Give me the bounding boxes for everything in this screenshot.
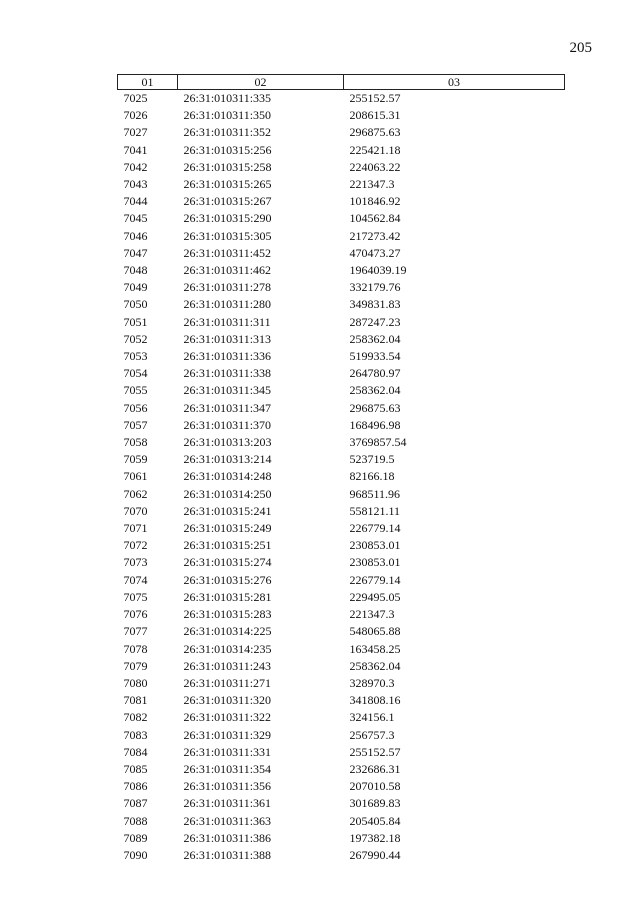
row-number-cell: 7080 — [123, 675, 148, 690]
value-cell: 101846.92 — [349, 194, 401, 209]
cadastral-number-cell: 26:31:010314:250 — [183, 486, 272, 501]
table-body — [118, 90, 565, 865]
table-row — [118, 262, 565, 279]
table-row — [118, 537, 565, 554]
cadastral-number-cell: 26:31:010311:311 — [183, 314, 271, 329]
value-cell: 221347.3 — [349, 607, 395, 622]
table-row — [118, 417, 565, 434]
row-number-cell: 7078 — [123, 641, 148, 656]
value-cell: 168496.98 — [349, 417, 401, 432]
value-cell: 470473.27 — [349, 245, 401, 260]
table-header — [118, 75, 565, 90]
table-row — [118, 228, 565, 245]
value-cell: 3769857.54 — [349, 435, 407, 450]
value-cell: 258362.04 — [349, 383, 401, 398]
row-number-cell: 7041 — [123, 142, 148, 157]
table-row — [118, 744, 565, 761]
value-cell: 968511.96 — [349, 486, 401, 501]
header-row — [118, 75, 565, 90]
column-header-02: 02 — [178, 75, 344, 90]
value-cell: 328970.3 — [349, 675, 395, 690]
row-number-cell: 7082 — [123, 710, 148, 725]
value-cell: 256757.3 — [349, 727, 395, 742]
data-table — [117, 74, 565, 864]
table-row — [118, 623, 565, 640]
row-number-cell: 7086 — [123, 779, 148, 794]
value-cell: 258362.04 — [349, 331, 401, 346]
cadastral-number-cell: 26:31:010311:354 — [183, 761, 272, 776]
cadastral-number-cell: 26:31:010311:363 — [183, 813, 272, 828]
row-number-cell: 7046 — [123, 228, 148, 243]
table-row — [118, 124, 565, 141]
page-number: 205 — [569, 40, 592, 56]
value-cell: 523719.5 — [349, 452, 395, 467]
row-number-cell: 7071 — [123, 521, 148, 536]
table-row — [118, 520, 565, 537]
row-number-cell: 7083 — [123, 727, 148, 742]
value-cell: 258362.04 — [349, 658, 401, 673]
table-row — [118, 692, 565, 709]
cadastral-number-cell: 26:31:010315:283 — [183, 607, 272, 622]
cadastral-number-cell: 26:31:010311:370 — [183, 417, 272, 432]
cadastral-number-cell: 26:31:010311:322 — [183, 710, 272, 725]
cadastral-number-cell: 26:31:010311:278 — [183, 280, 272, 295]
cadastral-number-cell: 26:31:010311:335 — [183, 91, 272, 105]
row-number-cell: 7077 — [123, 624, 148, 639]
cadastral-number-cell: 26:31:010313:203 — [183, 435, 272, 450]
cadastral-number-cell: 26:31:010315:305 — [183, 228, 272, 243]
row-number-cell: 7079 — [123, 658, 148, 673]
row-number-cell: 7075 — [123, 589, 148, 604]
row-number-cell: 7074 — [123, 572, 148, 587]
value-cell: 332179.76 — [349, 280, 401, 295]
value-cell: 267990.44 — [349, 847, 401, 862]
row-number-cell: 7073 — [123, 555, 148, 570]
row-number-cell: 7027 — [123, 125, 148, 140]
row-number-cell: 7053 — [123, 349, 148, 364]
value-cell: 296875.63 — [349, 400, 401, 415]
cadastral-number-cell: 26:31:010311:345 — [183, 383, 272, 398]
row-number-cell: 7044 — [123, 194, 148, 209]
table-row — [118, 245, 565, 262]
table-row — [118, 778, 565, 795]
cadastral-number-cell: 26:31:010315:276 — [183, 572, 272, 587]
cadastral-number-cell: 26:31:010311:361 — [183, 796, 272, 811]
cadastral-number-cell: 26:31:010315:274 — [183, 555, 272, 570]
table-row — [118, 675, 565, 692]
row-number-cell: 7048 — [123, 263, 148, 278]
cadastral-number-cell: 26:31:010311:280 — [183, 297, 272, 312]
cadastral-number-cell: 26:31:010311:331 — [183, 744, 272, 759]
value-cell: 82166.18 — [349, 469, 395, 484]
row-number-cell: 7084 — [123, 744, 148, 759]
row-number-cell: 7072 — [123, 538, 148, 553]
cadastral-number-cell: 26:31:010315:258 — [183, 159, 272, 174]
cadastral-number-cell: 26:31:010315:251 — [183, 538, 272, 553]
row-number-cell: 7058 — [123, 435, 148, 450]
cadastral-number-cell: 26:31:010315:249 — [183, 521, 272, 536]
table-row — [118, 727, 565, 744]
value-cell: 229495.05 — [349, 589, 401, 604]
cadastral-number-cell: 26:31:010311:352 — [183, 125, 272, 140]
cadastral-number-cell: 26:31:010311:336 — [183, 349, 272, 364]
row-number-cell: 7052 — [123, 331, 148, 346]
row-number-cell: 7054 — [123, 366, 148, 381]
value-cell: 226779.14 — [349, 521, 401, 536]
value-cell: 217273.42 — [349, 228, 401, 243]
table-row — [118, 193, 565, 210]
table-row — [118, 400, 565, 417]
cadastral-number-cell: 26:31:010311:386 — [183, 830, 272, 845]
value-cell: 324156.1 — [349, 710, 395, 725]
cadastral-number-cell: 26:31:010311:462 — [183, 263, 272, 278]
column-header-03: 03 — [344, 75, 565, 90]
cadastral-number-cell: 26:31:010315:256 — [183, 142, 272, 157]
value-cell: 226779.14 — [349, 572, 401, 587]
cadastral-number-cell: 26:31:010315:290 — [183, 211, 272, 226]
row-number-cell: 7042 — [123, 159, 148, 174]
table-row — [118, 314, 565, 331]
cadastral-number-cell: 26:31:010315:265 — [183, 177, 272, 192]
table-row — [118, 709, 565, 726]
row-number-cell: 7062 — [123, 486, 148, 501]
row-number-cell: 7050 — [123, 297, 148, 312]
table-row — [118, 606, 565, 623]
table-row — [118, 830, 565, 847]
value-cell: 207010.58 — [349, 779, 401, 794]
table-row — [118, 142, 565, 159]
value-cell: 205405.84 — [349, 813, 401, 828]
row-number-cell: 7090 — [123, 847, 148, 862]
value-cell: 163458.25 — [349, 641, 401, 656]
column-header-01: 01 — [118, 75, 178, 90]
table-row — [118, 451, 565, 468]
row-number-cell: 7059 — [123, 452, 148, 467]
row-number-cell: 7055 — [123, 383, 148, 398]
value-cell: 519933.54 — [349, 349, 401, 364]
cadastral-number-cell: 26:31:010311:350 — [183, 108, 272, 123]
value-cell: 255152.57 — [349, 744, 401, 759]
cadastral-number-cell: 26:31:010311:329 — [183, 727, 272, 742]
row-number-cell: 7087 — [123, 796, 148, 811]
value-cell: 341808.16 — [349, 693, 401, 708]
cadastral-number-cell: 26:31:010315:281 — [183, 589, 272, 604]
cadastral-number-cell: 26:31:010311:338 — [183, 366, 272, 381]
table-row — [118, 554, 565, 571]
table-row — [118, 641, 565, 658]
value-cell: 232686.31 — [349, 761, 401, 776]
cadastral-number-cell: 26:31:010315:241 — [183, 503, 272, 518]
value-cell: 224063.22 — [349, 159, 401, 174]
cadastral-number-cell: 26:31:010315:267 — [183, 194, 272, 209]
row-number-cell: 7057 — [123, 417, 148, 432]
table-row — [118, 468, 565, 485]
row-number-cell: 7056 — [123, 400, 148, 415]
row-number-cell: 7025 — [123, 91, 148, 105]
table-row — [118, 503, 565, 520]
row-number-cell: 7070 — [123, 503, 148, 518]
row-number-cell: 7051 — [123, 314, 148, 329]
value-cell: 287247.23 — [349, 314, 401, 329]
table-row — [118, 296, 565, 313]
cadastral-number-cell: 26:31:010313:214 — [183, 452, 272, 467]
row-number-cell: 7085 — [123, 761, 148, 776]
cadastral-number-cell: 26:31:010311:313 — [183, 331, 272, 346]
cadastral-number-cell: 26:31:010311:243 — [183, 658, 272, 673]
value-cell: 230853.01 — [349, 555, 401, 570]
row-number-cell: 7076 — [123, 607, 148, 622]
row-number-cell: 7045 — [123, 211, 148, 226]
value-cell: 221347.3 — [349, 177, 395, 192]
table-row — [118, 348, 565, 365]
table-row — [118, 847, 565, 864]
table-row — [118, 159, 565, 176]
table-row — [118, 658, 565, 675]
table-row — [118, 761, 565, 778]
row-number-cell: 7047 — [123, 245, 148, 260]
table-row — [118, 90, 565, 108]
value-cell: 558121.11 — [349, 503, 401, 518]
row-number-cell: 7081 — [123, 693, 148, 708]
value-cell: 208615.31 — [349, 108, 401, 123]
value-cell: 230853.01 — [349, 538, 401, 553]
cadastral-number-cell: 26:31:010314:248 — [183, 469, 272, 484]
table-row — [118, 434, 565, 451]
row-number-cell: 7026 — [123, 108, 148, 123]
row-number-cell: 7043 — [123, 177, 148, 192]
cadastral-number-cell: 26:31:010314:235 — [183, 641, 272, 656]
value-cell: 548065.88 — [349, 624, 401, 639]
table-row — [118, 107, 565, 124]
value-cell: 104562.84 — [349, 211, 401, 226]
value-cell: 1964039.19 — [349, 263, 407, 278]
value-cell: 296875.63 — [349, 125, 401, 140]
row-number-cell: 7049 — [123, 280, 148, 295]
table-row — [118, 813, 565, 830]
table-row — [118, 589, 565, 606]
value-cell: 197382.18 — [349, 830, 401, 845]
table-row — [118, 331, 565, 348]
value-cell: 264780.97 — [349, 366, 401, 381]
cadastral-number-cell: 26:31:010311:452 — [183, 245, 272, 260]
table-row — [118, 795, 565, 812]
value-cell: 225421.18 — [349, 142, 401, 157]
value-cell: 255152.57 — [349, 91, 401, 105]
value-cell: 301689.83 — [349, 796, 401, 811]
table-row — [118, 365, 565, 382]
row-number-cell: 7088 — [123, 813, 148, 828]
table-row — [118, 176, 565, 193]
data-table-container — [117, 74, 564, 864]
table-row — [118, 486, 565, 503]
cadastral-number-cell: 26:31:010311:347 — [183, 400, 272, 415]
table-row — [118, 382, 565, 399]
table-row — [118, 279, 565, 296]
cadastral-number-cell: 26:31:010311:356 — [183, 779, 272, 794]
table-row — [118, 210, 565, 227]
row-number-cell: 7061 — [123, 469, 148, 484]
cadastral-number-cell: 26:31:010311:388 — [183, 847, 272, 862]
cadastral-number-cell: 26:31:010314:225 — [183, 624, 272, 639]
row-number-cell: 7089 — [123, 830, 148, 845]
value-cell: 349831.83 — [349, 297, 401, 312]
table-row — [118, 572, 565, 589]
cadastral-number-cell: 26:31:010311:320 — [183, 693, 272, 708]
cadastral-number-cell: 26:31:010311:271 — [183, 675, 272, 690]
